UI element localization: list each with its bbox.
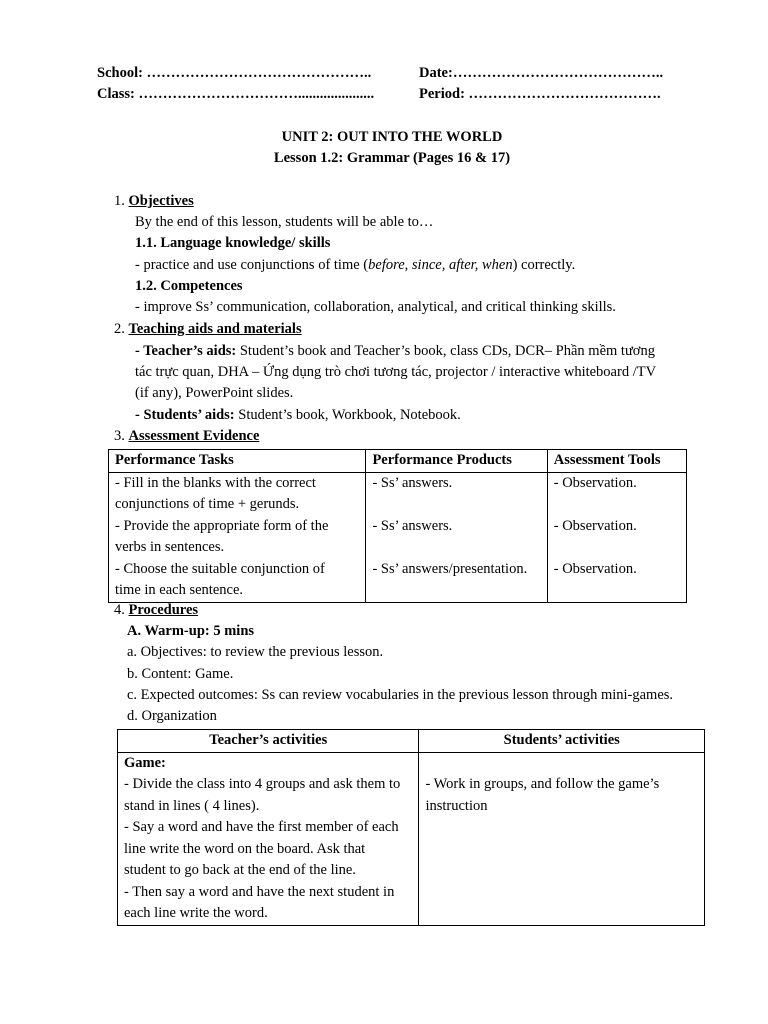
- product-item: - Ss’ answers.: [372, 474, 453, 491]
- teaching-aids-title: Teaching aids and materials: [128, 321, 302, 337]
- competences-text: - improve Ss’ communication, collaboration, analytical, and critical thinking skills.: [135, 299, 616, 315]
- table-header-row: [109, 450, 687, 473]
- teaching-aids-heading: [114, 319, 302, 340]
- teacher-line: - Say a word and have the first member of each: [124, 819, 399, 835]
- products-cell: [366, 472, 547, 602]
- teacher-aids-label: - Teacher’s aids:: [135, 343, 237, 359]
- assessment-title: Assessment Evidence: [128, 428, 260, 444]
- game-label: Game:: [124, 754, 166, 771]
- teacher-line: each line write the word.: [124, 905, 268, 921]
- student-line: - Work in groups, and follow the game’s: [425, 776, 660, 792]
- task-line: - Choose the suitable conjunction of: [115, 560, 325, 577]
- date-field: Date:……………………………………..: [419, 65, 664, 81]
- teaching-aids-number: 2.: [114, 321, 129, 337]
- table-row: [109, 472, 687, 602]
- students-aids-label: - Students’ aids:: [135, 407, 235, 423]
- tool-item: - Observation.: [553, 560, 637, 577]
- warmup-objectives: a. Objectives: to review the previous lesson.: [127, 644, 384, 660]
- procedures-number: 4.: [114, 602, 129, 618]
- table-header-row: [118, 730, 705, 753]
- knowledge-text: [135, 255, 575, 276]
- teacher-line: stand in lines ( 4 lines).: [124, 797, 260, 814]
- tool-item: - Observation.: [553, 474, 637, 491]
- task-line: - Fill in the blanks with the correct: [115, 474, 316, 491]
- product-item: - Ss’ answers.: [372, 517, 453, 534]
- class-field: Class: …………………………….....................: [97, 86, 375, 102]
- col-performance-products: Performance Products: [366, 450, 547, 473]
- page-title: UNIT 2: OUT INTO THE WORLD: [281, 129, 503, 145]
- knowledge-pre: - practice and use conjunctions of time (: [135, 257, 369, 273]
- teacher-aids-line-2: tác trực quan, DHA – Ứng dụng trò chơi tương tác, projector / interactive whiteboard /TV: [135, 364, 657, 380]
- knowledge-heading: 1.1. Language knowledge/ skills: [135, 235, 331, 251]
- assessment-number: 3.: [114, 428, 129, 444]
- objectives-title: Objectives: [128, 193, 194, 209]
- tools-cell: [547, 472, 686, 602]
- school-field: School: ………………………………………..: [97, 65, 372, 81]
- col-students-activities: Students’ activities: [419, 730, 705, 753]
- table-row: [118, 752, 705, 925]
- task-line: time in each sentence.: [115, 582, 244, 598]
- students-aids-text: Student’s book, Workbook, Notebook.: [234, 407, 461, 423]
- students-activities-cell: [419, 752, 705, 925]
- knowledge-conjunctions: before, since, after, when: [368, 257, 513, 273]
- warmup-outcomes: c. Expected outcomes: Ss can review vocabularies in the previous lesson through mini-games.: [127, 687, 674, 703]
- competences-heading: 1.2. Competences: [135, 278, 243, 294]
- student-line: instruction: [425, 797, 488, 814]
- students-aids-line: [135, 405, 461, 426]
- objectives-heading: [114, 191, 194, 212]
- tool-item: - Observation.: [553, 517, 637, 534]
- knowledge-post: ) correctly.: [512, 257, 576, 273]
- teacher-line: line write the word on the board. Ask that: [124, 840, 366, 857]
- warmup-content: b. Content: Game.: [127, 666, 234, 682]
- page-subtitle: Lesson 1.2: Grammar (Pages 16 & 17): [273, 150, 511, 166]
- procedures-title: Procedures: [128, 602, 199, 618]
- activities-table: [117, 729, 705, 926]
- teacher-activities-cell: [118, 752, 419, 925]
- col-performance-tasks: Performance Tasks: [109, 450, 366, 473]
- warmup-organization: d. Organization: [127, 708, 217, 724]
- objectives-number: 1.: [114, 193, 129, 209]
- objectives-intro: By the end of this lesson, students will be able to…: [135, 214, 434, 230]
- teacher-line: - Then say a word and have the next student in: [124, 883, 395, 900]
- teacher-line: student to go back at the end of the line.: [124, 862, 356, 878]
- teacher-aids-line-3: (if any), PowerPoint slides.: [135, 385, 294, 401]
- warmup-heading: A. Warm-up: 5 mins: [127, 623, 255, 639]
- product-item: - Ss’ answers/presentation.: [372, 560, 528, 577]
- teacher-aids-text: Student’s book and Teacher’s book, class CDs, DCR– Phần mềm tương: [236, 343, 655, 359]
- procedures-heading: [114, 600, 198, 621]
- tasks-cell: [109, 472, 366, 602]
- teacher-line: - Divide the class into 4 groups and ask them to: [124, 776, 401, 792]
- teacher-aids-line-1: [135, 341, 655, 362]
- assessment-heading: [114, 426, 259, 447]
- col-assessment-tools: Assessment Tools: [547, 450, 686, 473]
- task-line: - Provide the appropriate form of the: [115, 517, 329, 534]
- col-teacher-activities: Teacher’s activities: [118, 730, 419, 753]
- assessment-table: [108, 449, 687, 603]
- task-line: verbs in sentences.: [115, 539, 225, 555]
- task-line: conjunctions of time + gerunds.: [115, 496, 300, 512]
- period-field: Period: ………………………………….: [419, 86, 661, 102]
